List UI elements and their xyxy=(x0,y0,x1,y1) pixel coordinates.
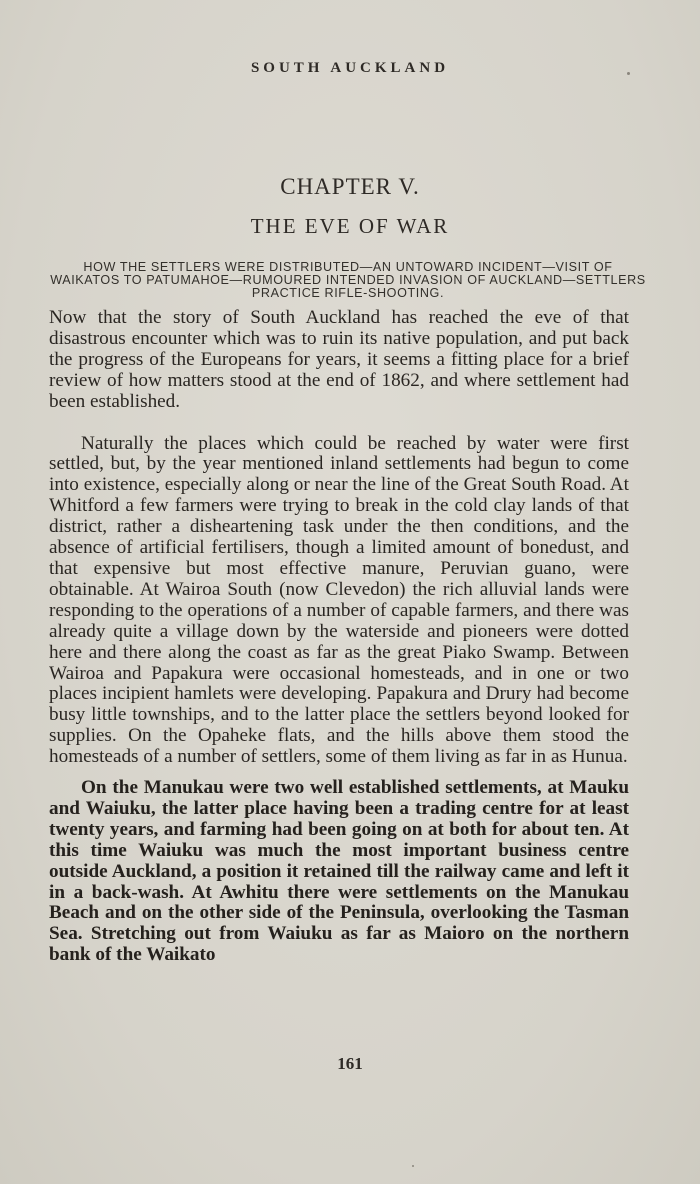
body-text xyxy=(49,308,629,976)
chapter-title: THE EVE OF WAR xyxy=(250,214,450,238)
running-head: SOUTH AUCKLAND xyxy=(250,60,450,76)
chapter-synopsis: HOW THE SETTLERS WERE DISTRIBUTED—AN UNTOWARD INCIDENT—VISIT OF WAIKATOS TO PATUMAHOE—RUMOURED INTENDED INVASION OF AUCKLAND—SETTLERS PRACTICE RIFLE-SHOOTING. xyxy=(50,260,646,300)
paragraph-3: On the Manukau were two well established settlements, at Mauku and Waiuku, the latter place having been a trading centre for at least twenty years, and farming had been going on at both for about ten. At this time Waiuku was much the most important business centre outside Auckland, a position it retained till the railway came and left it in a back-wash. At Awhitu there were settlements on the Manukau Beach and on the other side of the Peninsula, overlooking the Tasman Sea. Stretching out from Waiuku as far as Maioro on the northern bank of the Waikato xyxy=(49,777,629,966)
paragraph-2: Naturally the places which could be reached by water were first settled, but, by the year mentioned inland settlements had begun to come into existence, especially along or near the line of the Great South Road. At Whitford a few farmers were trying to break in the cold clay lands of that district, rather a disheartening task under the then conditions, and the absence of artificial fertilisers, though a limited amount of bonedust, and that expensive but most effective manure, Peruvian guano, were obtainable. At Wairoa South (now Clevedon) the rich alluvial lands were responding to the operations of a number of capable farmers, and there was already quite a village down by the waterside and pioneers were dotted here and there along the coast as far as the great Piako Swamp. Between Wairoa and Papakura were occasional homesteads, and in one or two places incipient hamlets were developing. Papakura and Drury had become busy little townships, and to the latter place the settlers beyond looked for supplies. On the Opaheke flats, and the hills above them stood the homesteads of a number of settlers, some of them living as far in as Hunua. xyxy=(49,432,629,768)
chapter-number: CHAPTER V. xyxy=(280,174,420,199)
paper-speck xyxy=(412,1165,414,1167)
paragraph-1: Now that the story of South Auckland has reached the eve of that disastrous encounter which was to ruin its native population, and put back the progress of the Europeans for years, it seems a fitting place for a brief review of how matters stood at the end of 1862, and where settlement had been established. xyxy=(49,307,629,412)
page-number: 161 xyxy=(337,1054,363,1073)
paper-speck xyxy=(627,72,630,75)
